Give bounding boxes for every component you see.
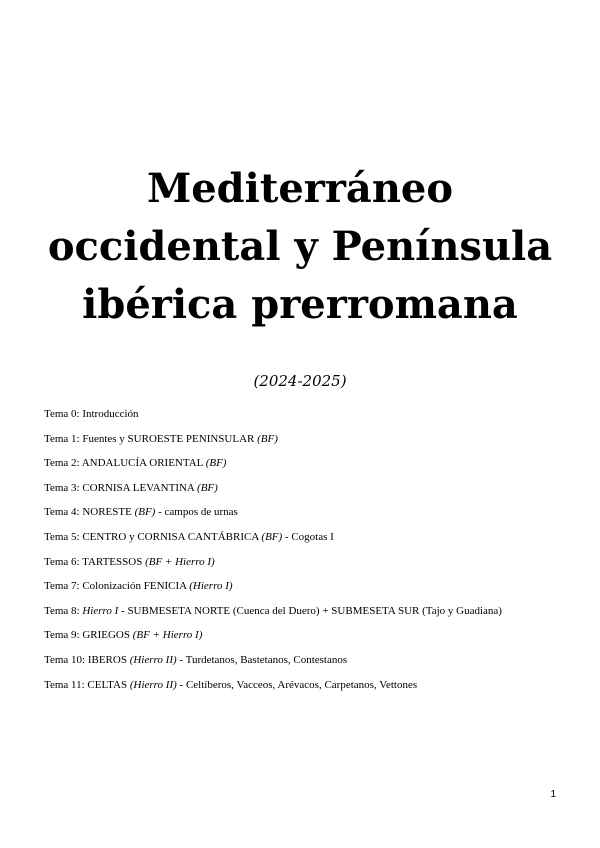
- topic-detail: - Turdetanos, Bastetanos, Contestanos: [176, 653, 348, 666]
- topic-item: [44, 408, 502, 433]
- topic-text: Tema 1: Fuentes y SUROESTE PENINSULAR: [44, 432, 258, 445]
- topic-text: Tema 7: Colonización FENICIA: [44, 580, 190, 593]
- title-line-2: occidental y Península: [47, 223, 553, 270]
- topic-item: [44, 556, 502, 581]
- topic-period: (BF): [197, 481, 218, 494]
- topic-period: (BF): [205, 457, 227, 470]
- topic-item: [44, 531, 502, 556]
- topic-item: [44, 679, 502, 704]
- topic-period: Hierro I: [82, 604, 119, 617]
- topic-text: Tema 6: TARTESSOS: [44, 555, 146, 568]
- topic-period: (BF): [134, 506, 156, 519]
- topic-detail: - Cogotas I: [282, 530, 334, 543]
- title-line-3: ibérica prerromana: [82, 281, 518, 328]
- topic-text: Tema 9: GRIEGOS: [44, 629, 133, 642]
- topic-detail: - Celtíberos, Vacceos, Arévacos, Carpetanos, Vettones: [176, 678, 418, 691]
- document-title: [0, 160, 600, 334]
- topic-item: [44, 482, 502, 507]
- title-line-1: Mediterráneo: [146, 165, 454, 212]
- topic-period: (BF): [261, 530, 283, 543]
- topic-period: (BF + Hierro I): [145, 555, 215, 568]
- topic-item: [44, 433, 502, 458]
- topic-text: Tema 2: ANDALUCÍA ORIENTAL: [44, 457, 206, 470]
- topic-text: Tema 11: CELTAS: [44, 678, 130, 691]
- topic-period: (Hierro I): [189, 580, 233, 593]
- topic-item: [44, 580, 502, 605]
- topic-list: [44, 408, 502, 703]
- topic-item: [44, 654, 502, 679]
- topic-text: Tema 4: NORESTE: [44, 506, 135, 519]
- topic-text: Tema 8:: [44, 604, 83, 617]
- topic-item: [44, 457, 502, 482]
- topic-text: Tema 0: Introducción: [44, 408, 139, 420]
- topic-period: (BF + Hierro I): [132, 629, 203, 642]
- topic-period: (Hierro II): [129, 678, 177, 691]
- topic-text: Tema 3: CORNISA LEVANTINA: [44, 481, 198, 494]
- topic-item: [44, 629, 502, 654]
- academic-year: (2024-2025): [253, 372, 347, 390]
- topic-text: Tema 10: IBEROS: [44, 653, 130, 666]
- topic-item: [44, 506, 502, 531]
- topic-period: (Hierro II): [129, 653, 177, 666]
- topic-text: Tema 5: CENTRO y CORNISA CANTÁBRICA: [44, 530, 262, 543]
- topic-period: (BF): [257, 432, 278, 445]
- topic-detail: - campos de urnas: [155, 506, 238, 519]
- topic-detail: - SUBMESETA NORTE (Cuenca del Duero) + SUBMESETA SUR (Tajo y Guadiana): [118, 604, 502, 617]
- page-number: 1: [550, 789, 556, 800]
- topic-item: [44, 605, 502, 630]
